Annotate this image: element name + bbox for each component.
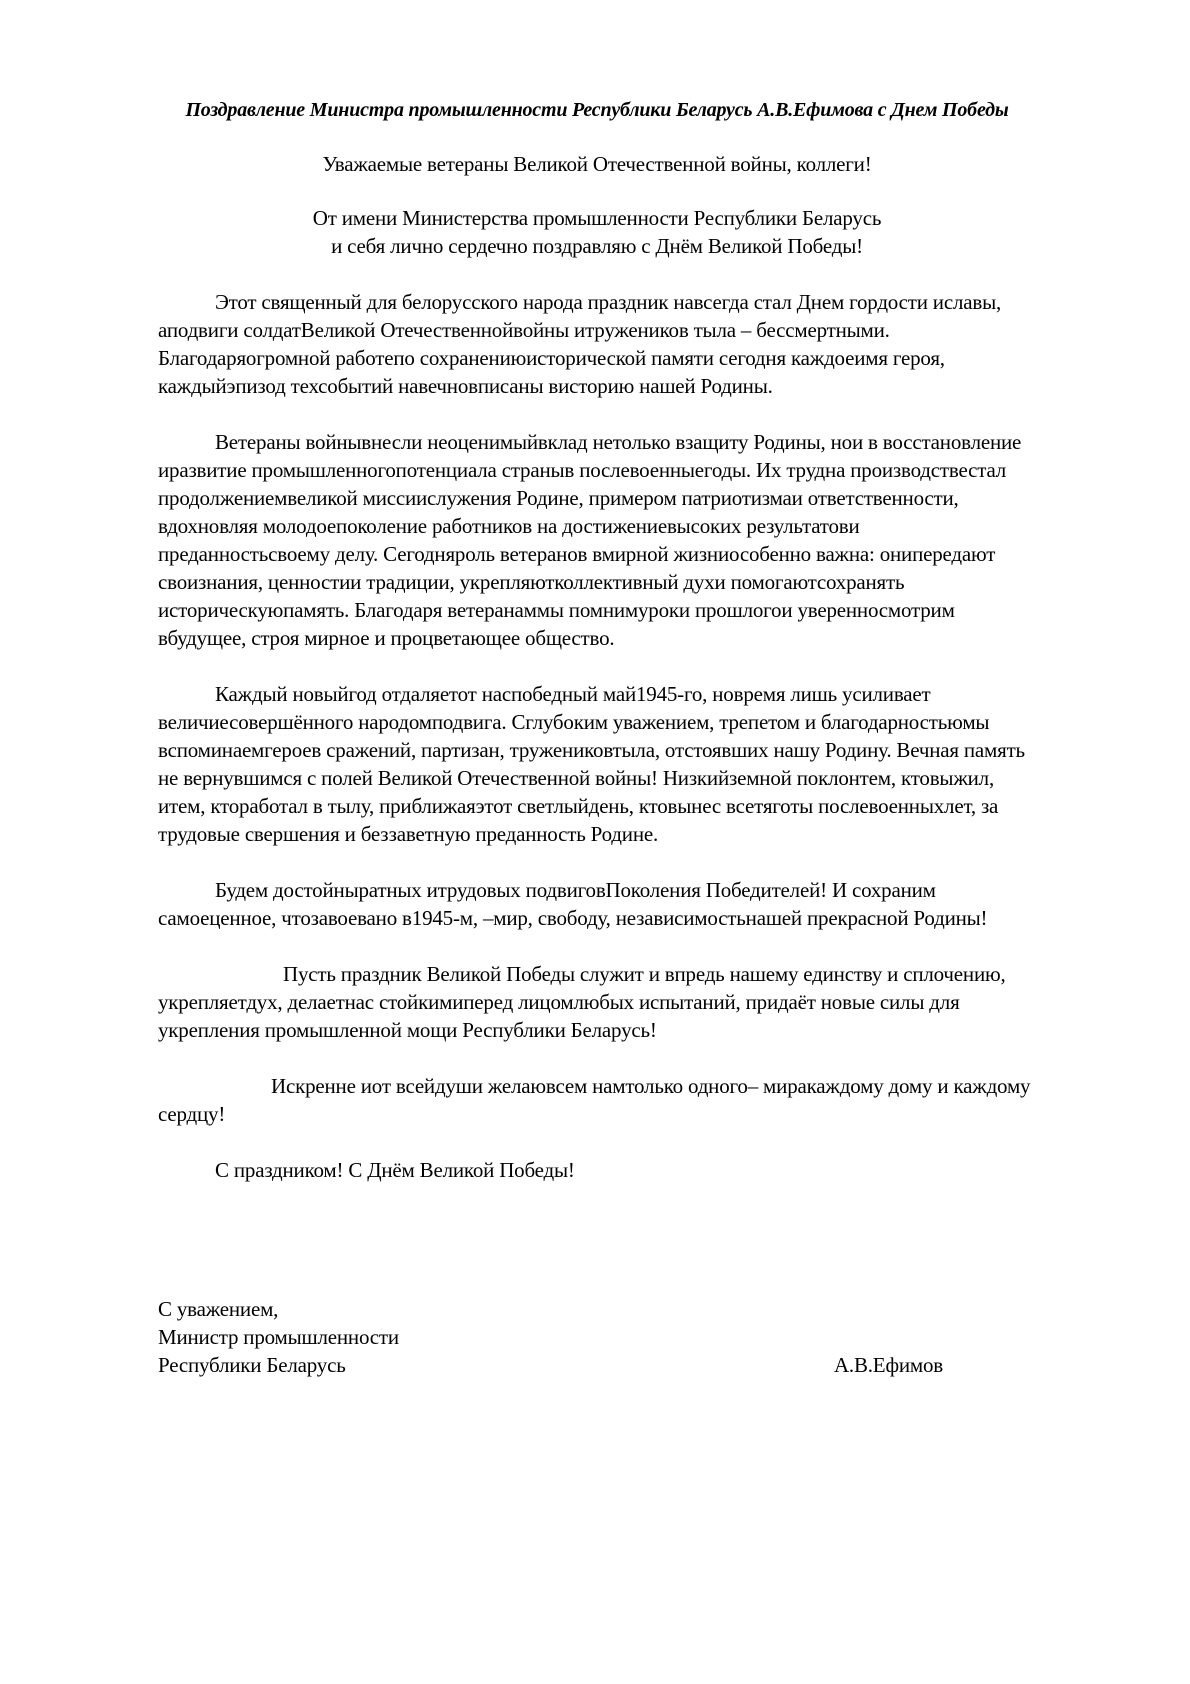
paragraph-4: Будем достойныратных итрудовых подвиговПоколения Победителей! И сохраним самоеценное, чтозавоевано в1945-м, –мир, свободу, независимостьнашей прекрасной Родины! xyxy=(158,878,988,930)
document-content xyxy=(158,96,1036,1379)
salutation-block xyxy=(158,204,1036,260)
paragraph-5: Пусть праздник Великой Победы служит и впредь нашему единству и сплочению, укрепляетдух, делаетнас стойкимиперед лицомлюбых испытаний, придаёт новые силы для укрепления промышленной мощи Республики Беларусь! xyxy=(158,962,1006,1042)
signature-position-line: Министр промышленности xyxy=(158,1325,399,1349)
signature-block xyxy=(158,1295,1036,1379)
signature-row xyxy=(158,1351,1036,1379)
paragraph-1: Этот священный для белорусского народа праздник навсегда стал Днем гордости иславы, аподвиги солдатВеликой Отечественнойвойны итружеников тыла – бессмертными. Благодаряогромной работепо сохранениюисторической памяти сегодня каждоеимя героя, каждыйэпизод техсобытий навечновписаны висторию нашей Родины. xyxy=(158,290,1002,398)
signature-country-line: Республики Беларусь xyxy=(158,1353,346,1377)
signature-name: А.В.Ефимов xyxy=(833,1353,943,1377)
paragraph-3: Каждый новыйгод отдаляетот наспобедный май1945-го, новремя лишь усиливает величиесовершённого народомподвига. Сглубоким уважением, трепетом и благодарностьюмы вспоминаемгероев сражений, партизан, тружениковтыла, отстоявших нашу Родину. Вечная память не вернувшимся с полей Великой Отечественной войны! Низкийземной поклонтем, ктовыжил, итем, ктоработал в тылу, приближаяэтот светлыйдень, ктовынес всетяготы послевоенныхлет, за трудовые свершения и беззаветную преданность Родине. xyxy=(158,682,1025,846)
greeting-line: Уважаемые ветераны Великой Отечественной войны, коллеги! xyxy=(322,152,872,176)
document-title: Поздравление Министра промышленности Республики Беларусь А.В.Ефимова с Днем Победы xyxy=(185,99,1009,121)
paragraph-2: Ветераны войнывнесли неоценимыйвклад нетолько взащиту Родины, нои в восстановление иразвитие промышленногопотенциала страныв послевоенныегоды. Их трудна производствестал продолжениемвеликой миссиислужения Родине, примером патриотизмаи ответственности, вдохновляя молодоепоколение работников на достижениевысоких результатови преданностьсвоему делу. Сегодняроль ветеранов вмирной жизниособенно важна: онипередают своизнания, ценностии традиции, укрепляютколлективный духи помогаютсохранять историческуюпамять. Благодаря ветеранаммы помнимуроки прошлогои уверенносмотрим вбудущее, строя мирное и процветающее общество. xyxy=(158,430,1022,650)
closing-line: С праздником! С Днём Великой Победы! xyxy=(215,1158,575,1182)
signature-respect-line: С уважением, xyxy=(158,1297,279,1321)
salutation-line-1: От имени Министерства промышленности Республики Беларусь xyxy=(312,206,882,230)
paragraph-6: Искренне иот всейдуши желаювсем намтолько одного– миракаждому дому и каждому сердцу! xyxy=(158,1074,1031,1126)
salutation-line-2: и себя лично сердечно поздравляю с Днём Великой Победы! xyxy=(331,234,863,258)
